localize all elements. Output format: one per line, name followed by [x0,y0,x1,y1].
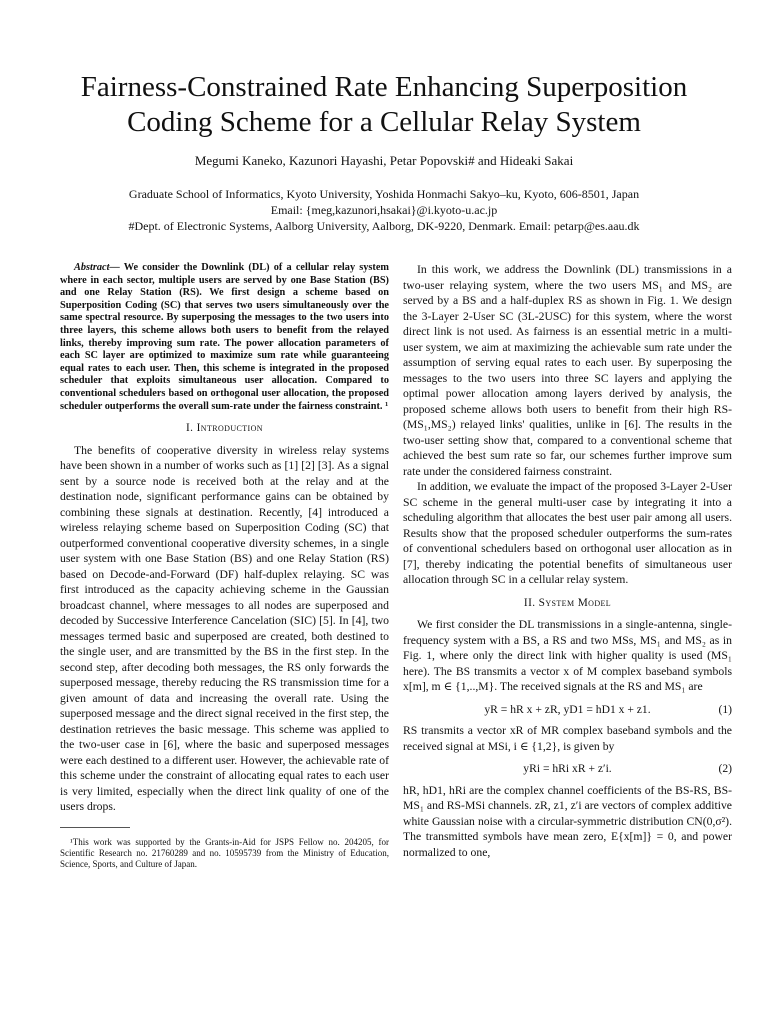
author-list: Megumi Kaneko, Kazunori Hayashi, Petar Popovski# and Hideaki Sakai [194,153,574,168]
paragraph-sysmodel-2: RS transmits a vector xR of MR complex baseband symbols and the received signal at MSi, i ∈ {1,2}, is given by [403,724,732,753]
left-column [60,262,389,879]
section-heading-introduction: I. Introduction [186,422,263,435]
paper-title: Fairness-Constrained Rate Enhancing Superposition Coding Scheme for a Cellular Relay System [80,71,688,138]
footnote: ¹This work was supported by the Grants-in-Aid for JSPS Fellow no. 204205, for Scientific Research no. 21760289 and no. 10595739 from the Ministry of Education, Science, Sports, and Culture of Japan. [60,836,389,869]
equation-2-number: (2) [718,762,732,775]
equation-2-body: yRi = hRi xR + z′i. [523,762,612,775]
footnote-rule [60,827,130,828]
paragraph-sysmodel-1: We first consider the DL transmissions in a single-antenna, single-frequency system with a BS, a RS and two MSs, MS₁ and MS₂ as in Fig. 1, where only the direct link with higher quality is used (MS₁ here). The BS transmits a vector x of M complex baseband symbols x[m], m ∈ {1,..,M}. The received signals at the RS and MS₁ are [403,618,732,693]
right-column [403,262,732,860]
affiliations [40,186,728,234]
paragraph-right-1: In this work, we address the Downlink (DL) transmissions in a two-user relaying system, where the two users MS₁ and MS₂ are served by a BS and a half-duplex RS as shown in Fig. 1. We design the 3-Layer 2-User SC (3L-2USC) for this system, where the worst direct link is not used. As fairness is an essential metric in a multi-user system, we aim at maximizing the achievable sum rate under the assumption of serving equal rates to each user. By superposing the messages to the two users into three SC layers and applying the optimal power allocation among layers derived by analysis, the proposed scheme allows both users to benefit from their high RS-(MS₁,MS₂) relayed links' qualities, unlike in [6]. The results in the two-user setting show that, compared to a conventional scheme that achieved the best sum rate so far, our schemes further improve sum rate under the considered fairness constraint. [403,263,732,478]
paragraph-sysmodel-3: hR, hD1, hRi are the complex channel coefficients of the BS-RS, BS-MS₁ and RS-MSi channels. zR, z1, z′i are vectors of complex additive white Gaussian noise with a circular-symmetric distribution CN(0,σ²). The transmitted symbols have mean zero, E{x[m]} = 0, and power normalized to one, [403,783,732,859]
email-line: Email: {meg,kazunori,hsakai}@i.kyoto-u.ac.jp [270,203,498,217]
equation-1 [403,702,732,718]
abstract-text: We consider the Downlink (DL) of a cellular relay system where in each sector, multiple users are served by one Base Station (BS) and one Relay Station (RS). We first design a scheme based on Superposition Coding (SC) that serves two users simultaneously over the same spectral resource. By superposing the messages to the two users into three layers, this scheme allows both users to benefit from the relayed links, thereby improving sum rate. The power allocation parameters of each SC layer are optimized to maximize sum rate while guaranteeing equal rates to each user. Then, this scheme is integrated in the proposed scheduler that exploits simultaneous user allocation. Compared to conventional schedulers based on orthogonal user allocation, the proposed scheduler outperforms the overall sum-rate under the fairness constraint. ¹ [60,262,389,412]
paragraph-right-2: In addition, we evaluate the impact of the proposed 3-Layer 2-User SC scheme in the general multi-user case by integrating it into a scheduling algorithm that allocates the best user pair among all users. Results show that the proposed scheduler outperforms the sum-rates of conventional schedulers based on orthogonal user allocation as in [7], thereby indicating the potential benefits of simultaneous user allocation through SC in a cellular relay system. [403,480,732,586]
abstract-label: Abstract— [74,262,120,273]
equation-2 [403,761,732,777]
equation-1-number: (1) [718,702,732,716]
equation-1-body: yR = hR x + zR, yD1 = hD1 x + z1. [484,702,651,716]
section-heading-system-model: II. System Model [523,596,612,609]
affiliation-line: Graduate School of Informatics, Kyoto University, Yoshida Honmachi Sakyo–ku, Kyoto, 606-8501, Japan [128,187,640,201]
paragraph-intro-1: The benefits of cooperative diversity in wireless relay systems have been shown in a number of works such as [1] [2] [3]. As a signal sent by a source node is received both at the relay and at the destination node, significant performance gains can be obtained by combining these signals at destination. Recently, [4] introduced a wireless relaying scheme based on Superposition Coding (SC) that outperformed conventional cooperative diversity schemes, in a single user system with one Base Station (BS) and one Relay Station (RS) based on Decode-and-Forward (DF) half-duplex relaying. SC was first introduced as the capacity achieving scheme in the Gaussian broadcast channel, where messages to all nodes are superposed and decoded by Successive Interference Cancelation (SIC) [5]. In [4], two messages termed basic and superposed are created, both destined to the single user, and are transmitted by the BS in the first step. In the second step, after decoding both messages, the RS only forwards the superposed message, thereby reducing the RS transmission time for a given amount of data and increasing the overall rate. Using the superposed message and the direct signal received in the first step, the destination retrieves the basic message. This scheme was applied to the two-user case in [6], where the basic and superposed messages were each destined to a different user. However, the achievable rate of this scheme under the constraint of allocating equal rates to each user is very limited, especially when the direct link quality of one of the users drops. [60,443,389,814]
affiliation-line: #Dept. of Electronic Systems, Aalborg University, Aalborg, DK-9220, Denmark. Email: petarp@es.aau.dk [128,219,640,233]
abstract [60,262,389,413]
